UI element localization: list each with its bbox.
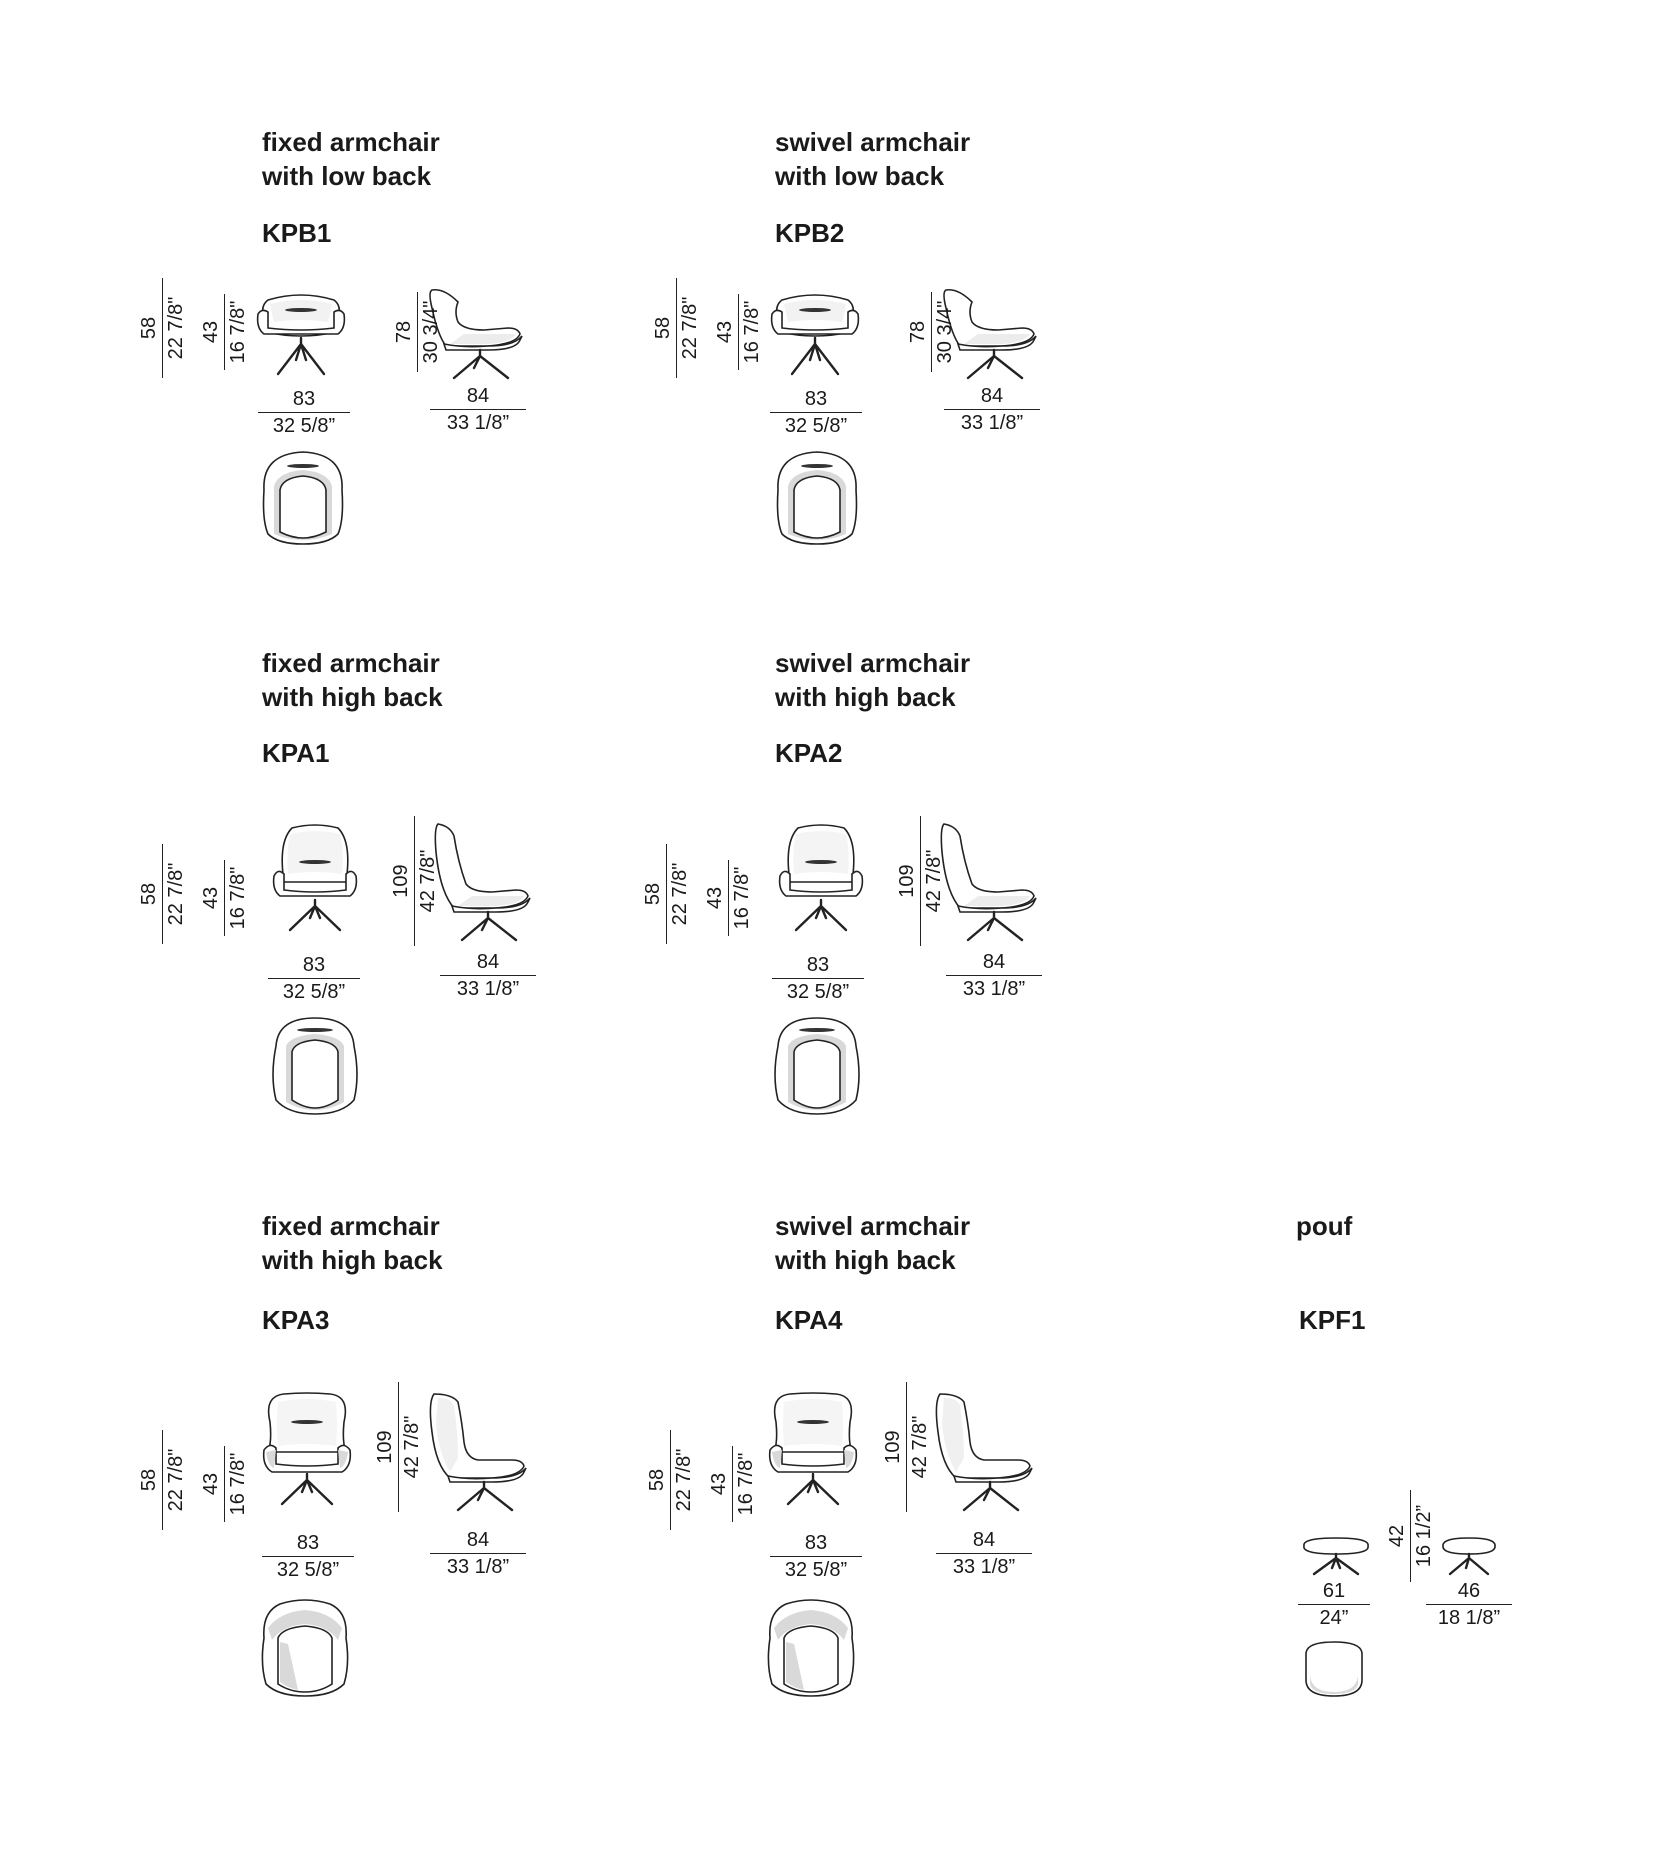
product-title: swivel armchair with low back [775,127,971,191]
pouf-front-drawing [1300,1536,1372,1576]
seat-height-dimension: 43 16 7/8" [704,860,753,936]
front-view-drawing [776,822,868,934]
width-dimension: 83 32 5/8” [770,388,862,437]
product-code: KPA3 [262,1305,330,1335]
product-code: KPF1 [1299,1305,1366,1335]
pouf-width-dimension: 61 24” [1298,1580,1370,1629]
product-code: KPB1 [262,218,332,248]
overall-height-dimension: 58 22 7/8" [642,844,691,944]
product-title: fixed armchair with low back [262,127,440,191]
depth-dimension: 84 33 1/8” [440,951,536,1000]
side-height-dimension: 78 30 3/4" [907,292,956,372]
depth-dimension: 84 33 1/8” [946,951,1042,1000]
depth-dimension: 84 33 1/8” [430,385,526,434]
seat-height-dimension: 43 16 7/8" [708,1446,757,1522]
width-dimension: 83 32 5/8” [772,954,864,1003]
overall-height-dimension: 58 22 7/8" [138,844,187,944]
seat-height-dimension: 43 16 7/8" [200,294,249,370]
top-view-drawing [258,450,348,545]
front-view-drawing [768,1392,860,1514]
side-view-drawing [934,1392,1034,1516]
top-view-drawing [770,1016,866,1116]
side-view-drawing [938,822,1038,942]
pouf-depth-dimension: 46 18 1/8” [1426,1580,1512,1629]
width-dimension: 83 32 5/8” [258,388,350,437]
depth-dimension: 84 33 1/8” [944,385,1040,434]
side-view-drawing [428,1392,528,1516]
front-view-drawing [270,822,362,934]
depth-dimension: 84 33 1/8” [430,1529,526,1578]
side-height-dimension: 109 42 7/8" [882,1382,931,1512]
product-title: swivel armchair with high back [775,648,971,712]
product-title: pouf [1296,1211,1353,1241]
seat-height-dimension: 43 16 7/8" [714,294,763,370]
overall-height-dimension: 58 22 7/8" [646,1430,695,1530]
front-view-drawing [262,1392,354,1514]
overall-height-dimension: 58 22 7/8" [652,278,701,378]
pouf-side-drawing [1440,1536,1498,1576]
top-view-drawing [268,1016,364,1116]
side-height-dimension: 109 42 7/8" [896,816,945,946]
side-height-dimension: 109 42 7/8" [390,816,439,946]
pouf-height-dimension: 42 16 1/2” [1386,1490,1435,1582]
seat-height-dimension: 43 16 7/8" [200,1446,249,1522]
side-height-dimension: 78 30 3/4" [393,292,442,372]
seat-height-dimension: 43 16 7/8" [200,860,249,936]
side-view-drawing [432,822,532,942]
product-kpb2 [654,125,1214,685]
product-kpb1 [140,125,700,685]
width-dimension: 83 32 5/8” [770,1532,862,1581]
product-code: KPA4 [775,1305,843,1335]
front-view-drawing [256,288,348,378]
width-dimension: 83 32 5/8” [262,1532,354,1581]
width-dimension: 83 32 5/8” [268,954,360,1003]
product-code: KPA1 [262,738,330,768]
overall-height-dimension: 58 22 7/8" [138,278,187,378]
overall-height-dimension: 58 22 7/8" [138,1430,187,1530]
top-view-drawing [764,1598,860,1698]
top-view-drawing [258,1598,354,1698]
depth-dimension: 84 33 1/8” [936,1529,1032,1578]
product-title: fixed armchair with high back [262,1211,443,1275]
side-height-dimension: 109 42 7/8" [374,1382,423,1512]
product-title: swivel armchair with high back [775,1211,971,1275]
pouf-top-drawing [1300,1640,1368,1698]
product-code: KPB2 [775,218,845,248]
top-view-drawing [772,450,862,545]
product-code: KPA2 [775,738,843,768]
front-view-drawing [770,288,862,378]
product-title: fixed armchair with high back [262,648,443,712]
